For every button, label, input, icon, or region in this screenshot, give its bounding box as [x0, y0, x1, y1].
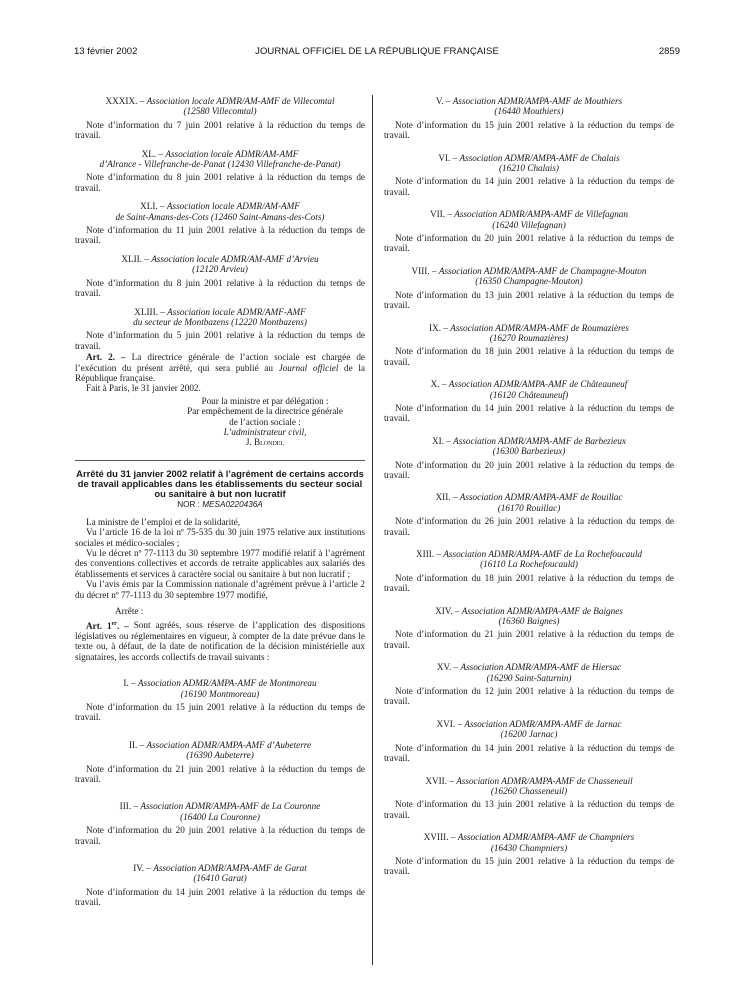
column-divider	[372, 95, 373, 965]
article-2-label: Art. 2. –	[86, 352, 126, 363]
entry-numeral: XLII. –	[121, 253, 152, 264]
entry-heading	[75, 149, 365, 170]
entry-numeral: XXXIX. –	[105, 96, 147, 106]
entry-numeral: V. –	[435, 96, 453, 106]
entry-association-name: Association locale ADMR/AMF-AMF	[167, 306, 306, 317]
entry-association-name: Association ADMR/AMPA-AMF de Barbezieux	[453, 435, 627, 446]
entry-heading-line	[384, 492, 674, 502]
entry-heading-line	[75, 801, 365, 811]
entry-note: Note d’information du 7 juin 2001 relative à la réduction du temps de travail.	[75, 119, 365, 141]
entry-note: Note d’information du 14 juin 2001 relative à la réduction du temps de travail.	[75, 886, 365, 908]
entry-heading-line: (16390 Aubeterre)	[186, 750, 254, 761]
entry-association-name: Association ADMR/AMPA-AMF de Chalais	[459, 152, 620, 163]
entry-association-name: Association ADMR/AMPA-AMF de La Couronne	[140, 801, 321, 812]
entry-numeral: VI. –	[438, 152, 460, 163]
entry-numeral: XI. –	[431, 435, 454, 446]
preamble-line: Vu le décret nº 77-1113 du 30 septembre 1977 modifié relatif à l’agrément des conventions collectives et accords de retraite applicables aux salariés des établissements et services à caractère social ou sanitaire à but non lucratif ;	[75, 548, 365, 579]
agreement-entry	[75, 678, 365, 723]
entry-note: Note d’information du 18 juin 2001 relative à la réduction du temps de travail.	[384, 346, 674, 367]
preamble-line: La ministre de l’emploi et de la solidarité,	[86, 516, 241, 527]
entry-association-name: Association ADMR/AMPA-AMF de Baignes	[461, 605, 623, 616]
entry-heading-line: de Saint-Amans-des-Cots (12460 Saint-Amans-des-Cots)	[115, 211, 325, 222]
entry-heading-line	[75, 863, 365, 873]
agreement-entry	[75, 307, 365, 352]
entry-association-name: Association ADMR/AMPA-AMF de Chasseneuil	[456, 775, 633, 786]
entry-heading-line: (16210 Chalais)	[499, 163, 559, 174]
entry-note: Note d’information du 13 juin 2001 relative à la réduction du temps de travail.	[384, 289, 674, 311]
agreement-entry	[75, 149, 365, 194]
entry-numeral: XII. –	[435, 492, 460, 503]
entry-numeral: II. –	[128, 739, 147, 750]
right-column	[384, 96, 674, 877]
agreement-entry	[75, 801, 365, 846]
entry-heading-line	[75, 740, 365, 750]
entry-heading-line: (16440 Mouthiers)	[494, 106, 564, 117]
entry-heading-line	[384, 549, 674, 559]
entry-note: Note d’information du 26 juin 2001 relative à la réduction du temps de travail.	[384, 516, 674, 537]
entry-note: Note d’information du 8 juin 2001 relative à la réduction du temps de travail.	[75, 172, 365, 193]
article-2	[75, 352, 365, 383]
entry-heading-line	[384, 436, 674, 446]
entry-heading	[384, 492, 674, 513]
entry-numeral: IV. –	[133, 863, 154, 874]
entry-heading	[384, 153, 674, 174]
entry-association-name: Association ADMR/AMPA-AMF de Jarnac	[464, 718, 622, 729]
entry-heading-line: (12580 Villecomtal)	[183, 106, 257, 117]
entry-heading-line: du secteur de Montbazens (12220 Montbazens)	[133, 316, 307, 327]
agreement-entry	[384, 323, 674, 368]
entry-heading	[384, 719, 674, 740]
entry-numeral: VII. –	[429, 209, 455, 220]
preamble-line: Vu l’avis émis par la Commission nationale d’agrément prévue à l’article 2 du décret nº 77-1113 du 30 septembre 1977 modifié,	[75, 579, 365, 600]
entry-heading-line	[75, 254, 365, 264]
agreement-entry	[75, 201, 365, 246]
entry-numeral: I. –	[123, 678, 138, 689]
entry-heading	[384, 832, 674, 853]
entry-association-name: Association locale ADMR/AM-AMF de Villecomtal	[146, 96, 335, 106]
entry-association-name: Association ADMR/AMPA-AMF de Villefagnan	[454, 209, 628, 220]
agreement-entry	[75, 740, 365, 785]
entry-heading	[384, 209, 674, 230]
entry-numeral: IX. –	[429, 322, 451, 333]
article-1	[75, 618, 365, 662]
agreement-entry	[384, 662, 674, 707]
entry-heading-line	[384, 606, 674, 616]
entry-heading-line	[384, 96, 674, 106]
entry-association-name: Association locale ADMR/AM-AMF	[165, 148, 299, 159]
entry-heading-line: (16240 Villefagnan)	[492, 219, 566, 230]
entry-note: Note d’information du 20 juin 2001 relative à la réduction du temps de travail.	[384, 459, 674, 480]
agreement-entry	[75, 254, 365, 299]
entry-heading	[75, 801, 365, 822]
entry-heading-line: (16400 La Couronne)	[180, 811, 260, 822]
entry-note: Note d’information du 15 juin 2001 relative à la réduction du temps de travail.	[75, 701, 365, 723]
entry-numeral: VIII. –	[411, 265, 439, 276]
nor-code: MESA0220436A	[202, 500, 263, 510]
entry-heading-line: (16270 Roumazières)	[489, 332, 569, 343]
preamble	[75, 517, 365, 600]
entry-numeral: XVIII. –	[423, 832, 458, 843]
entry-association-name: Association ADMR/AMPA-AMF d’Aubeterre	[146, 739, 312, 750]
entry-heading-line: (16190 Montmoreau)	[180, 688, 260, 699]
entry-heading-line	[384, 266, 674, 276]
entry-heading	[75, 201, 365, 222]
entry-heading	[75, 254, 365, 275]
entry-numeral: XVII. –	[425, 775, 457, 786]
header-date: 13 février 2002	[74, 46, 138, 57]
entry-heading-line	[384, 832, 674, 842]
entry-heading	[384, 549, 674, 570]
entry-note: Note d’information du 20 juin 2001 relative à la réduction du temps de travail.	[75, 825, 365, 846]
article-2-text-b: de la République française.	[75, 362, 365, 383]
entry-heading	[384, 96, 674, 117]
article-2-journal: Journal officiel	[278, 362, 339, 373]
entry-heading	[384, 379, 674, 400]
agreement-entry	[384, 436, 674, 481]
nor-label: NOR :	[177, 500, 200, 510]
entry-numeral: XIV. –	[435, 605, 462, 616]
entry-note: Note d’information du 14 juin 2001 relative à la réduction du temps de travail.	[384, 176, 674, 197]
article-1-text: Sont agréés, sous réserve de l’application des dispositions législatives ou réglementaires en vigueur, à compter de la date prévue dans le texte ou, à défaut, de la date de notification de la décision ministérielle aux signataires, les accords collectifs de travail suivants :	[75, 620, 365, 662]
entry-heading-line: (16410 Garat)	[193, 873, 247, 884]
entry-heading	[75, 96, 365, 117]
agreement-entry	[384, 96, 674, 141]
entry-heading	[75, 678, 365, 699]
left-column	[75, 96, 365, 908]
page-number: 2859	[658, 46, 680, 57]
signature-role: L’administrateur civil,	[223, 426, 307, 437]
entry-note: Note d’information du 20 juin 2001 relative à la réduction du temps de travail.	[384, 233, 674, 254]
entry-heading	[384, 606, 674, 627]
entry-note: Note d’information du 11 juin 2001 relative à la réduction du temps de travail.	[75, 225, 365, 246]
entry-heading-line: (16120 Châteauneuf)	[489, 389, 569, 400]
entry-heading-line: d’Alrance - Villefranche-de-Panat (12430 Villefranche-de-Panat)	[99, 159, 341, 170]
entry-heading-line	[384, 379, 674, 389]
agreement-entry	[384, 549, 674, 594]
entry-heading-line: (16430 Champniers)	[490, 842, 568, 853]
entry-heading-line: (16170 Rouillac)	[497, 502, 561, 513]
entry-heading-line	[384, 776, 674, 786]
entry-heading-line	[75, 96, 365, 106]
entry-heading	[75, 740, 365, 761]
entry-association-name: Association ADMR/AMPA-AMF de Roumazières	[450, 322, 629, 333]
entry-heading	[384, 266, 674, 287]
entry-numeral: XV. –	[436, 662, 461, 673]
decree-title: Arrêté du 31 janvier 2002 relatif à l’agrément de certains accords de travail applicables dans les établissements du secteur social ou sanitaire à but non lucratif	[76, 467, 364, 500]
agreement-entry	[384, 606, 674, 651]
agreement-entry	[75, 863, 365, 908]
entry-note: Note d’information du 13 juin 2001 relative à la réduction du temps de travail.	[384, 799, 674, 820]
entry-note: Note d’information du 14 juin 2001 relative à la réduction du temps de travail.	[384, 742, 674, 764]
journal-title: JOURNAL OFFICIEL DE LA RÉPUBLIQUE FRANÇAISE	[255, 46, 499, 57]
agreement-entry	[384, 832, 674, 877]
section-rule	[75, 460, 365, 461]
agreement-entry	[384, 492, 674, 537]
entry-numeral: XVI. –	[436, 718, 465, 729]
entry-association-name: Association ADMR/AMPA-AMF de Hiersac	[460, 662, 622, 673]
signature-line-1: Pour la ministre et par délégation :	[201, 395, 329, 406]
entry-heading-line	[75, 201, 365, 211]
entry-association-name: Association ADMR/AMPA-AMF de Rouillac	[459, 492, 623, 503]
entry-note: Note d’information du 21 juin 2001 relative à la réduction du temps de travail.	[384, 629, 674, 650]
entry-heading-line	[384, 662, 674, 672]
entry-heading	[384, 323, 674, 344]
entry-heading-line: (16200 Jarnac)	[500, 729, 558, 740]
agreement-entry	[384, 153, 674, 198]
entry-association-name: Association locale ADMR/AM-AMF	[166, 201, 300, 212]
entry-note: Note d’information du 5 juin 2001 relative à la réduction du temps de travail.	[75, 330, 365, 351]
entry-heading-line	[384, 153, 674, 163]
entry-numeral: XLI. –	[140, 201, 167, 212]
nor-reference	[75, 500, 365, 510]
entry-numeral: XLIII. –	[134, 306, 168, 317]
right-entry-list	[384, 96, 674, 877]
entry-heading-line	[75, 149, 365, 159]
entry-association-name: Association ADMR/AMPA-AMF de Champagne-Mouton	[438, 265, 647, 276]
entry-heading-line: (16110 La Rochefoucauld)	[480, 559, 578, 570]
fait-a-paris: Fait à Paris, le 31 janvier 2002.	[86, 383, 201, 394]
entry-heading-line	[75, 678, 365, 688]
entry-association-name: Association ADMR/AMPA-AMF de Champniers	[457, 832, 635, 843]
entry-heading	[384, 436, 674, 457]
entry-note: Note d’information du 12 juin 2001 relative à la réduction du temps de travail.	[384, 686, 674, 707]
entry-association-name: Association locale ADMR/AM-AMF d’Arvieu	[151, 253, 319, 264]
entry-heading-line	[384, 719, 674, 729]
entry-numeral: XL. –	[141, 148, 166, 159]
arrete-label: Arrête :	[115, 606, 144, 617]
entry-numeral: X. –	[430, 379, 449, 390]
signature-line-3: de l’action sociale :	[229, 416, 301, 427]
entry-association-name: Association ADMR/AMPA-AMF de Montmoreau	[137, 678, 317, 689]
entry-heading	[384, 776, 674, 797]
entry-heading-line: (12120 Arvieu)	[192, 264, 248, 275]
entry-numeral: XIII. –	[416, 549, 444, 559]
entry-heading-line: (16360 Baignes)	[498, 616, 560, 627]
page-header	[74, 44, 680, 60]
entry-numeral: III. –	[119, 801, 141, 812]
entry-note: Note d’information du 8 juin 2001 relative à la réduction du temps de travail.	[75, 277, 365, 299]
entry-note: Note d’information du 14 juin 2001 relative à la réduction du temps de travail.	[384, 402, 674, 424]
entry-note: Note d’information du 15 juin 2001 relative à la réduction du temps de travail.	[384, 855, 674, 877]
entry-heading-line	[384, 209, 674, 219]
article-1-label: Art. 1er. –	[86, 620, 129, 631]
entry-note: Note d’information du 21 juin 2001 relative à la réduction du temps de travail.	[75, 763, 365, 784]
entry-heading	[384, 662, 674, 683]
signature-name: J. Blondel	[245, 437, 285, 448]
entry-heading	[75, 863, 365, 884]
signature-block	[165, 396, 365, 448]
agreement-entry	[384, 719, 674, 764]
agreement-entry	[384, 379, 674, 424]
signature-line-2: Par empêchement de la directrice générale	[187, 406, 343, 417]
entry-association-name: Association ADMR/AMPA-AMF de La Rochefoucauld	[443, 549, 642, 559]
entry-heading-line: (16350 Champagne-Mouton)	[475, 276, 583, 287]
entry-note: Note d’information du 18 juin 2001 relative à la réduction du temps de travail.	[384, 572, 674, 594]
entry-heading-line	[384, 323, 674, 333]
entry-heading-line: (16290 Saint-Saturnin)	[486, 672, 572, 683]
agreement-entry	[384, 209, 674, 254]
entry-note: Note d’information du 15 juin 2001 relative à la réduction du temps de travail.	[384, 119, 674, 141]
entry-association-name: Association ADMR/AMPA-AMF de Mouthiers	[452, 96, 623, 106]
entry-heading-line: (16300 Barbezieux)	[492, 446, 566, 457]
article-2-text-a: La directrice générale de l’action sociale est chargée de l’exécution du présent arrêté, qui sera publié au	[75, 352, 365, 373]
agreement-entry	[384, 266, 674, 311]
agreement-entry	[384, 776, 674, 821]
entry-association-name: Association ADMR/AMPA-AMF de Garat	[153, 863, 307, 874]
entry-heading-line	[75, 307, 365, 317]
agreement-entry	[75, 96, 365, 141]
entry-heading-line: (16260 Chasseneuil)	[490, 785, 568, 796]
entry-association-name: Association ADMR/AMPA-AMF de Châteauneuf	[448, 379, 628, 390]
left-entry-list	[75, 96, 365, 351]
preamble-line: Vu l’article 16 de la loi nº 75-535 du 30 juin 1975 relative aux institutions sociales et médico-sociales ;	[75, 527, 365, 548]
left-entry-list-2	[75, 678, 365, 908]
entry-heading	[75, 307, 365, 328]
